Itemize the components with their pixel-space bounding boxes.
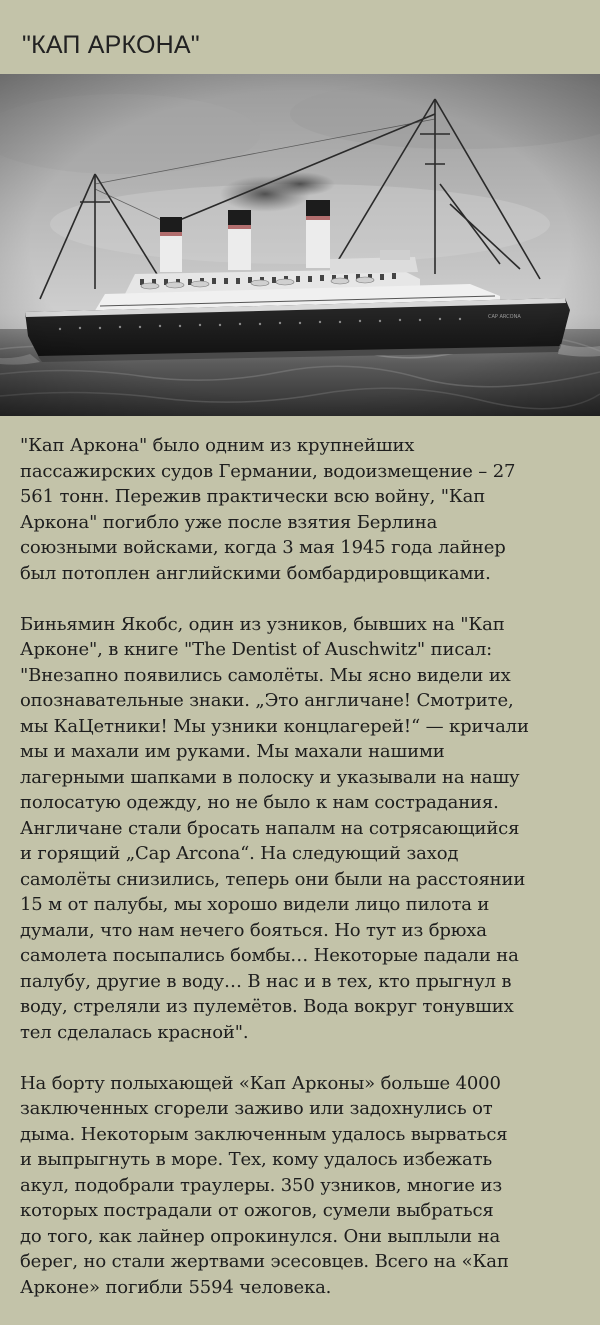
paragraph-quote: Биньямин Якобс, один из узников, бывших на "Кап Арконе", в книге "The Dentist of Auschwitz" писал: "Внезапно появились самолёты. Мы ясно видели их опознавательные знаки. „Это англичане! Смотрите, мы КаЦетники! Мы узники концлагерей!“ — кричали мы и махали им руками. Мы махали нашими лагерными шапками в полоску и указывали на нашу полосатую одежду, но не было к нам сострадания. Англичане стали бросать напалм на сотрясающийся и горящий „Cap Arcona“. На следующий заход самолёты снизились, теперь они были на расстоянии 15 м от палубы, мы хорошо видели лицо пилота и думали, что нам нечего бояться. Но тут из брюха самолета посыпались бомбы… Некоторые падали на палубу, другие в воду… В нас и в тех, кто прыгнул в воду, стреляли из пулемётов. Вода вокруг тонувших тел сделалась красной". (20, 613, 529, 1043)
paragraph-outcome: На борту полыхающей «Кап Арконы» больше 4000 заключенных сгорели заживо или задохнулись от дыма. Некоторым заключенным удалось вырваться и выпрыгнуть в море. Тех, кому удалось избежать акул, подобрали траулеры. 350 узников, многие из которых пострадали от ожогов, сумели выбраться до того, как лайнер опрокинулся. Они выплыли на берег, но стали жертвами эсесовцев. Всего на «Кап Арконе» погибли 5594 человека. (20, 1072, 509, 1298)
article-body (0, 416, 600, 1300)
header (0, 0, 600, 74)
page-title: "КАП АРКОНА" (22, 31, 200, 59)
paragraph-intro: "Кап Аркона" было одним из крупнейших пассажирских судов Германии, водоизмещение – 27 561 тонн. Пережив практически всю войну, "Кап Аркона" погибло уже после взятия Берлина союзными войсками, когда 3 мая 1945 года лайнер был потоплен английскими бомбардировщиками. (20, 435, 516, 584)
ship-photo (0, 74, 600, 416)
